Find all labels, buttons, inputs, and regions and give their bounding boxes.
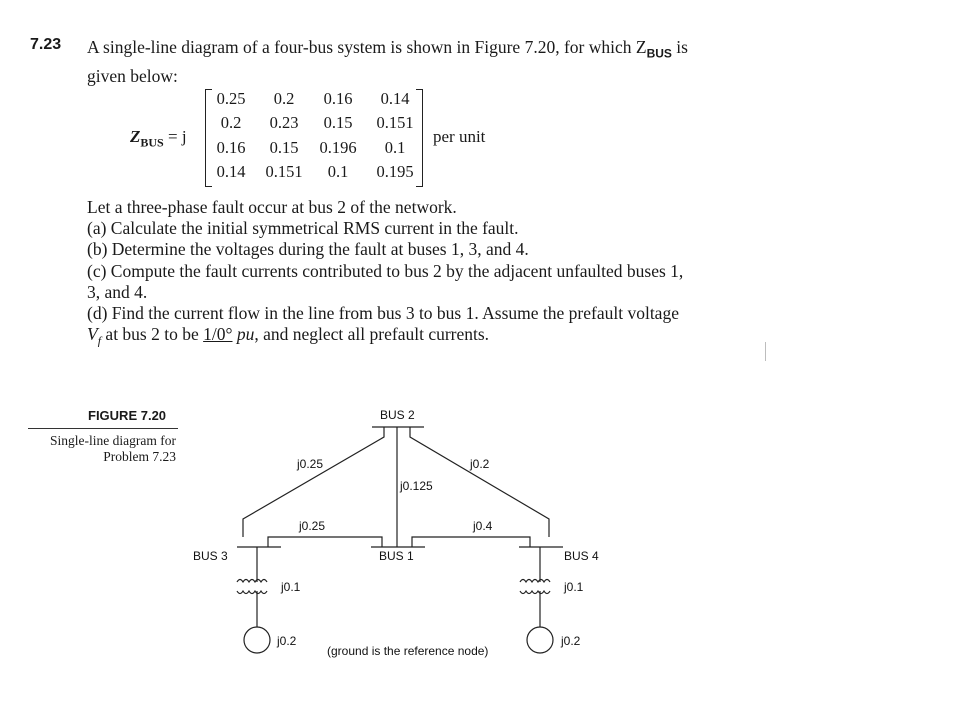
figure-title: FIGURE 7.20 — [88, 408, 167, 423]
vf-symbol: V — [87, 324, 98, 345]
matrix-cell: 0.23 — [269, 113, 299, 132]
phasor-value: 1/0° — [203, 324, 233, 345]
bus3-label: BUS 3 — [193, 549, 228, 563]
question-c-line2: 3, and 4. — [87, 281, 148, 302]
transformer4-secondary — [520, 591, 550, 594]
generator3 — [244, 627, 270, 653]
d2-mid: at bus 2 to be — [101, 324, 204, 345]
matrix-cell: 0.151 — [265, 162, 303, 181]
impedance-label: j0.25 — [297, 457, 324, 471]
transformer3-primary — [237, 580, 267, 583]
matrix-cell: 0.151 — [376, 113, 414, 132]
zbus-symbol: Z — [130, 127, 141, 146]
matrix-cell: 0.14 — [216, 162, 246, 181]
bus2-label: BUS 2 — [380, 408, 415, 422]
matrix-cell: 0.16 — [216, 138, 246, 157]
matrix-cell: 0.15 — [323, 113, 353, 132]
bus4-label: BUS 4 — [564, 549, 599, 563]
pu-unit: pu — [232, 324, 255, 345]
matrix-cell: 0.15 — [269, 138, 299, 157]
matrix-cell: 0.14 — [380, 89, 410, 108]
impedance-label: j0.25 — [299, 519, 326, 533]
matrix-cell: 0.1 — [384, 138, 406, 157]
matrix-cell: 0.196 — [319, 138, 357, 157]
generator4 — [527, 627, 553, 653]
matrix-cell: 0.2 — [220, 113, 242, 132]
matrix-cell: 0.195 — [376, 162, 414, 181]
vf-sub: f — [97, 333, 102, 348]
impedance-label: j0.2 — [470, 457, 490, 471]
problem-number: 7.23 — [30, 36, 62, 53]
question-c-line1: (c) Compute the fault currents contributed to bus 2 by the adjacent unfaulted buses 1, — [87, 260, 684, 281]
ground-note: (ground is the reference node) — [327, 644, 489, 658]
transformer-reactance-label: j0.1 — [281, 580, 301, 594]
line-bus1-bus4 — [412, 537, 530, 547]
zbus-sub: BUS — [140, 135, 164, 150]
matrix-cell: 0.16 — [323, 89, 353, 108]
transformer-reactance-label: j0.1 — [564, 580, 584, 594]
question-lead: Let a three-phase fault occur at bus 2 of the network. — [87, 197, 457, 217]
figure-caption: Single-line diagram for Problem 7.23 — [50, 433, 176, 464]
per-unit-label: per unit — [433, 127, 486, 146]
generator-reactance-label: j0.2 — [277, 634, 297, 648]
intro-line2: given below: — [87, 65, 178, 86]
matrix-cell: 0.2 — [273, 89, 295, 108]
generator-reactance-label: j0.2 — [561, 634, 581, 648]
zbus-equals: = j — [163, 127, 187, 146]
intro-sub: BUS — [646, 46, 672, 61]
impedance-label: j0.125 — [400, 479, 433, 493]
line-bus3-bus1 — [268, 537, 382, 547]
question-b: (b) Determine the voltages during the fault at buses 1, 3, and 4. — [87, 239, 529, 260]
transformer3-secondary — [237, 591, 267, 594]
intro-text: A single-line diagram of a four-bus system is shown in Figure 7.20, for which Z — [87, 37, 647, 57]
question-d-line1: (d) Find the current flow in the line from bus 3 to bus 1. Assume the prefault voltage — [87, 303, 679, 324]
impedance-label: j0.4 — [473, 519, 493, 533]
question-a: (a) Calculate the initial symmetrical RMS current in the fault. — [87, 218, 519, 239]
d2-end: , and neglect all prefault currents. — [254, 324, 490, 345]
matrix-cell: 0.25 — [216, 89, 246, 108]
matrix-cell: 0.1 — [327, 162, 349, 181]
transformer4-primary — [520, 580, 550, 583]
bus1-label: BUS 1 — [379, 549, 414, 563]
intro-end: is — [671, 37, 688, 57]
